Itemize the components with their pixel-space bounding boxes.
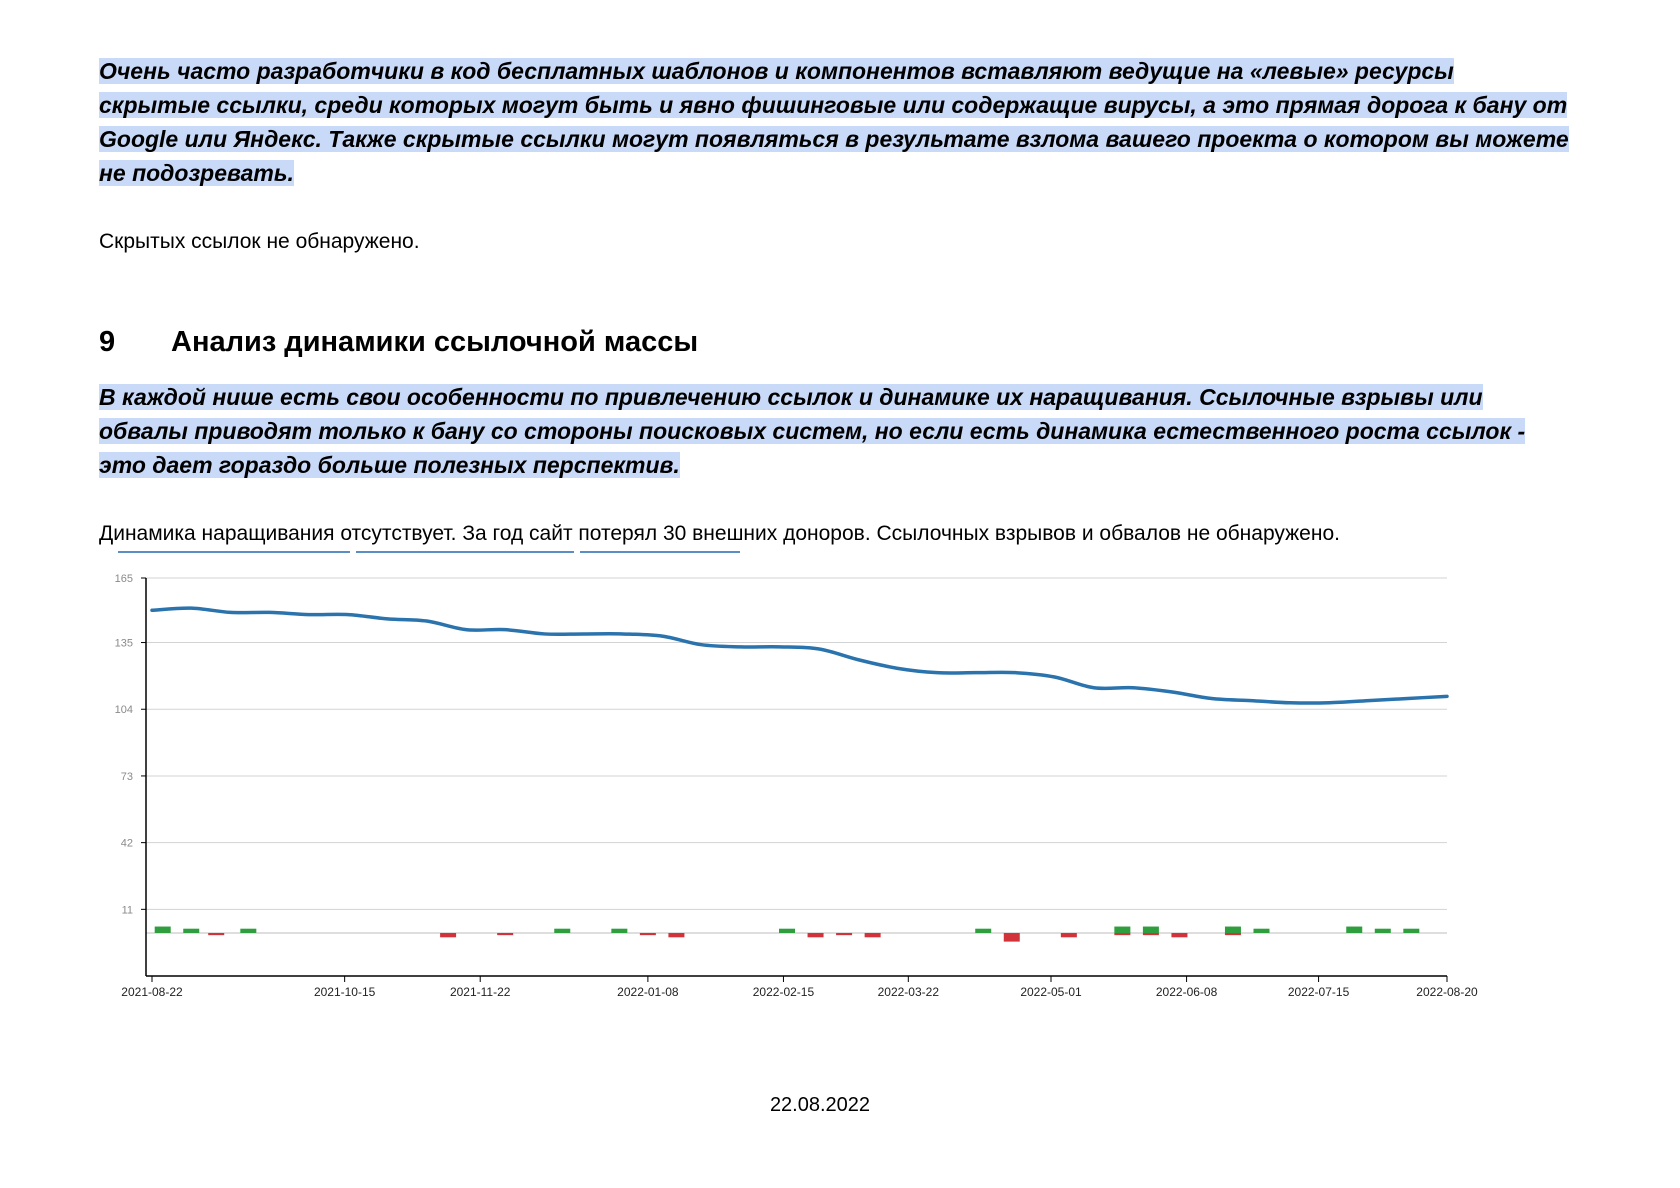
loss-bar — [808, 933, 824, 937]
donors-line — [152, 608, 1447, 703]
x-tick-label: 2021-11-22 — [449, 985, 511, 999]
loss-bar — [1004, 933, 1020, 942]
gain-bar — [240, 929, 256, 933]
loss-bar — [208, 933, 224, 935]
x-tick-label: 2022-01-08 — [617, 985, 679, 999]
gain-bar — [1253, 929, 1269, 933]
loss-bar — [1171, 933, 1187, 937]
loss-bar — [1061, 933, 1077, 937]
x-tick-label: 2022-02-15 — [752, 985, 815, 999]
gain-bar — [1346, 927, 1362, 933]
x-tick-label: 2021-08-22 — [121, 985, 183, 999]
x-tick-label: 2022-07-15 — [1287, 985, 1350, 999]
chart-x-axis — [121, 976, 1478, 999]
y-tick-label: 73 — [120, 770, 133, 783]
gain-bar — [1225, 927, 1241, 933]
loss-bar — [440, 933, 456, 937]
dynamics-result: Динамика наращивания отсутствует. За год сайт потерял 30 внешних доноров. Ссылочных взрывов и обвалов не обнаружено. — [99, 522, 1340, 545]
loss-bar — [1114, 933, 1130, 935]
hidden-links-intro-text: Очень часто разработчики в код бесплатных шаблонов и компонентов вставляют ведущие на «левые» ресурсы скрытые ссылки, среди которых могут быть и явно фишинговые или содержащие вирусы, а это прямая дорога к бану от Google или Яндекс. Также скрытые ссылки могут появляться в результате взлома вашего проекта о котором вы можете не подозревать. — [99, 58, 1569, 186]
x-tick-label: 2021-10-15 — [313, 985, 376, 999]
loss-bar — [497, 933, 513, 935]
section-title: Анализ динамики ссылочной массы — [171, 326, 699, 358]
x-tick-label: 2022-03-22 — [877, 985, 940, 999]
gain-bar — [779, 929, 795, 933]
y-tick-label: 165 — [114, 573, 133, 585]
chart-change-bars — [155, 927, 1420, 942]
gain-bar — [1375, 929, 1391, 933]
gain-bar — [1143, 927, 1159, 933]
footer-date: 22.08.2022 — [769, 1094, 871, 1116]
gain-bar — [155, 927, 171, 933]
gain-bar — [1114, 927, 1130, 933]
chart-y-axis — [115, 573, 146, 916]
y-tick-label: 104 — [114, 704, 133, 717]
loss-bar — [865, 933, 881, 937]
gain-bar — [183, 929, 199, 933]
loss-bar — [1225, 933, 1241, 935]
gain-bar — [611, 929, 627, 933]
chart-axes — [146, 578, 1447, 976]
section-number: 9 — [99, 326, 116, 358]
y-tick-label: 42 — [120, 837, 133, 850]
loss-bar — [1143, 933, 1159, 935]
x-tick-label: 2022-05-01 — [1020, 985, 1082, 999]
x-tick-label: 2022-06-08 — [1155, 985, 1218, 999]
dynamics-intro-text: В каждой нише есть свои особенности по привлечению ссылок и динамике их наращивания. Ссылочные взрывы или обвалы приводят только к бану со стороны поисковых систем, но если есть динамика естественного роста ссылок - это дает гораздо больше полезных перспектив. — [99, 384, 1526, 478]
hidden-links-result: Скрытых ссылок не обнаружено. — [99, 230, 420, 253]
chart-series — [152, 608, 1447, 703]
gain-bar — [554, 929, 570, 933]
loss-bar — [668, 933, 684, 937]
chart-gridlines — [146, 578, 1447, 933]
loss-bar — [836, 933, 852, 935]
gain-bar — [1403, 929, 1419, 933]
x-tick-label: 2022-08-20 — [1416, 985, 1478, 999]
loss-bar — [640, 933, 656, 935]
gain-bar — [975, 929, 991, 933]
y-tick-label: 135 — [114, 637, 133, 650]
y-tick-label: 11 — [121, 904, 133, 917]
